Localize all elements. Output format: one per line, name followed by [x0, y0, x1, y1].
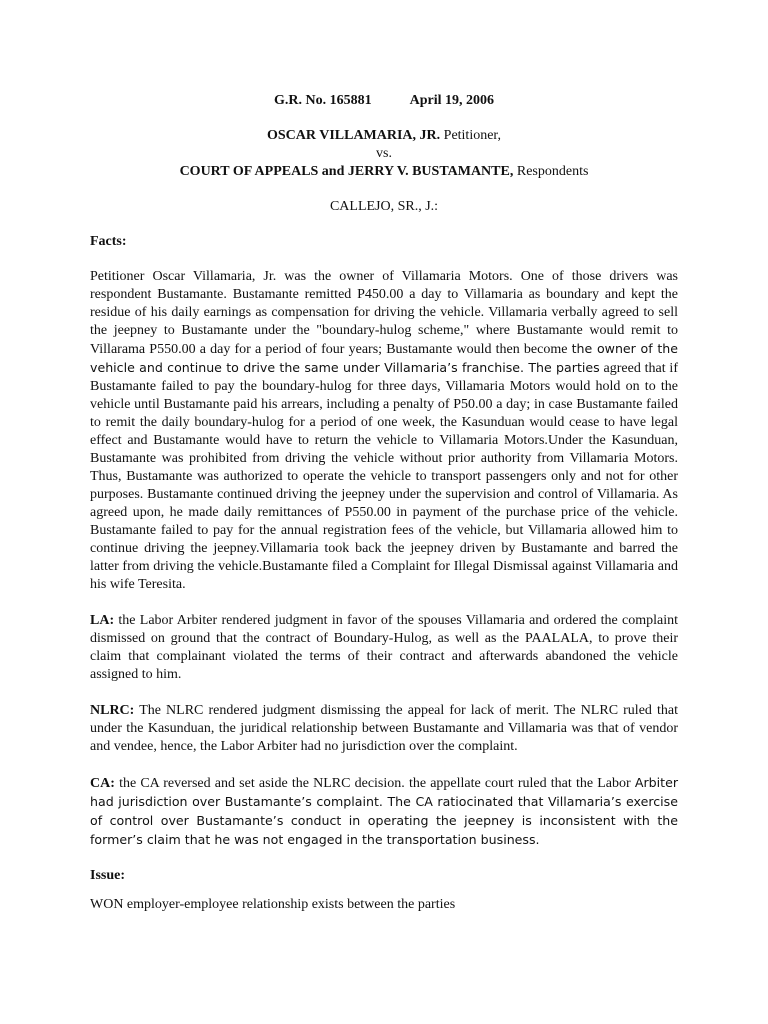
- respondents-name: COURT OF APPEALS and JERRY V. BUSTAMANTE,: [179, 164, 514, 179]
- nlrc-label: NLRC:: [90, 703, 135, 718]
- nlrc-paragraph: [90, 702, 678, 756]
- respondents-line: [90, 163, 678, 181]
- petitioner-name: OSCAR VILLAMARIA, JR.: [266, 128, 441, 143]
- facts-text-c: agreed that if Bustamante failed to pay the boundary-hulog for three days, Villamaria Motors would hold on to the vehicle until Bustamante paid his arrears, including a penalty of P50.00 a day; in case Bustamante failed to remit the daily boundary-hulog for a period of one week, the Kasunduan would cease to have legal effect and Bustamante would have to return the vehicle to Villamaria Motors.Under the Kasunduan, Bustamante was prohibited from driving the vehicle without prior authority from Villamaria Motors. Thus, Bustamante was authorized to operate the vehicle to transport passengers only and not for other purposes. Bustamante continued driving the jeepney under the supervision and control of Villamaria. As agreed upon, he made daily remittances of P550.00 in payment of the purchase price of the vehicle. Bustamante failed to pay for the annual registration fees of the vehicle, but Villamaria allowed him to continue driving the jeepney.Villamaria took back the jeepney driven by Bustamante and barred the latter from driving the vehicle.Bustamante filed a Complaint for Illegal Dismissal against Villamaria and his wife Teresita.: [90, 361, 678, 592]
- case-number: G.R. No. 165881: [273, 93, 372, 108]
- respondents-role: Respondents: [513, 164, 589, 179]
- issue-text: WON employer-employee relationship exists between the parties: [90, 897, 456, 912]
- parties-block: [90, 127, 678, 181]
- ponente: CALLEJO, SR., J.:: [329, 199, 439, 214]
- facts-text-b: the owner of the vehicle and continue to drive the same under Villamaria’s franchise. The parties: [90, 341, 678, 375]
- document-page: [90, 92, 678, 914]
- petitioner-role: Petitioner,: [440, 128, 502, 143]
- facts-heading: Facts:: [90, 234, 127, 249]
- ca-paragraph: [90, 774, 678, 850]
- case-date: April 19, 2006: [409, 93, 494, 108]
- ca-text-a: the CA reversed and set aside the NLRC decision. the appellate court ruled that the Labor: [114, 776, 635, 791]
- la-text: the Labor Arbiter rendered judgment in favor of the spouses Villamaria and ordered the complaint dismissed on ground that the contract of Boundary-Hulog, as well as the PAALALA, to prove their claim that complainant violated the terms of their contract and afterwards abandoned the vehicle assigned to him.: [90, 613, 678, 682]
- facts-text-a: Petitioner Oscar Villamaria, Jr. was the owner of Villamaria Motors. One of those drivers was respondent Bustamante. Bustamante remitted P450.00 a day to Villamaria as boundary and kept the residue of his daily earnings as compensation for driving the vehicle. Villamaria verbally agreed to sell the jeepney to Bustamante under the "boundary-hulog scheme," where Bustamante would remit to Villarama P550.00 a day for a period of four years; Bustamante would then become: [90, 269, 678, 357]
- nlrc-text: The NLRC rendered judgment dismissing the appeal for lack of merit. The NLRC ruled that under the Kasunduan, the juridical relationship between Bustamante and Villamaria was that of vendor and vendee, hence, the Labor Arbiter had no jurisdiction over the complaint.: [90, 703, 678, 754]
- petitioner-line: [90, 127, 678, 145]
- la-paragraph: [90, 612, 678, 684]
- la-label: LA:: [90, 613, 115, 628]
- ca-label: CA:: [90, 776, 115, 791]
- versus: vs.: [376, 146, 392, 161]
- ca-text-b: Arbiter had jurisdiction over Bustamante’s complaint. The CA ratiocinated that Villamaria’s exercise of control over Bustamante’s conduct in operating the jeepney is inconsistent with the former’s claim that he was not engaged in the transportation business.: [90, 775, 678, 847]
- case-header: [90, 92, 678, 110]
- issue-heading: Issue:: [90, 868, 126, 883]
- facts-paragraph: [90, 268, 678, 594]
